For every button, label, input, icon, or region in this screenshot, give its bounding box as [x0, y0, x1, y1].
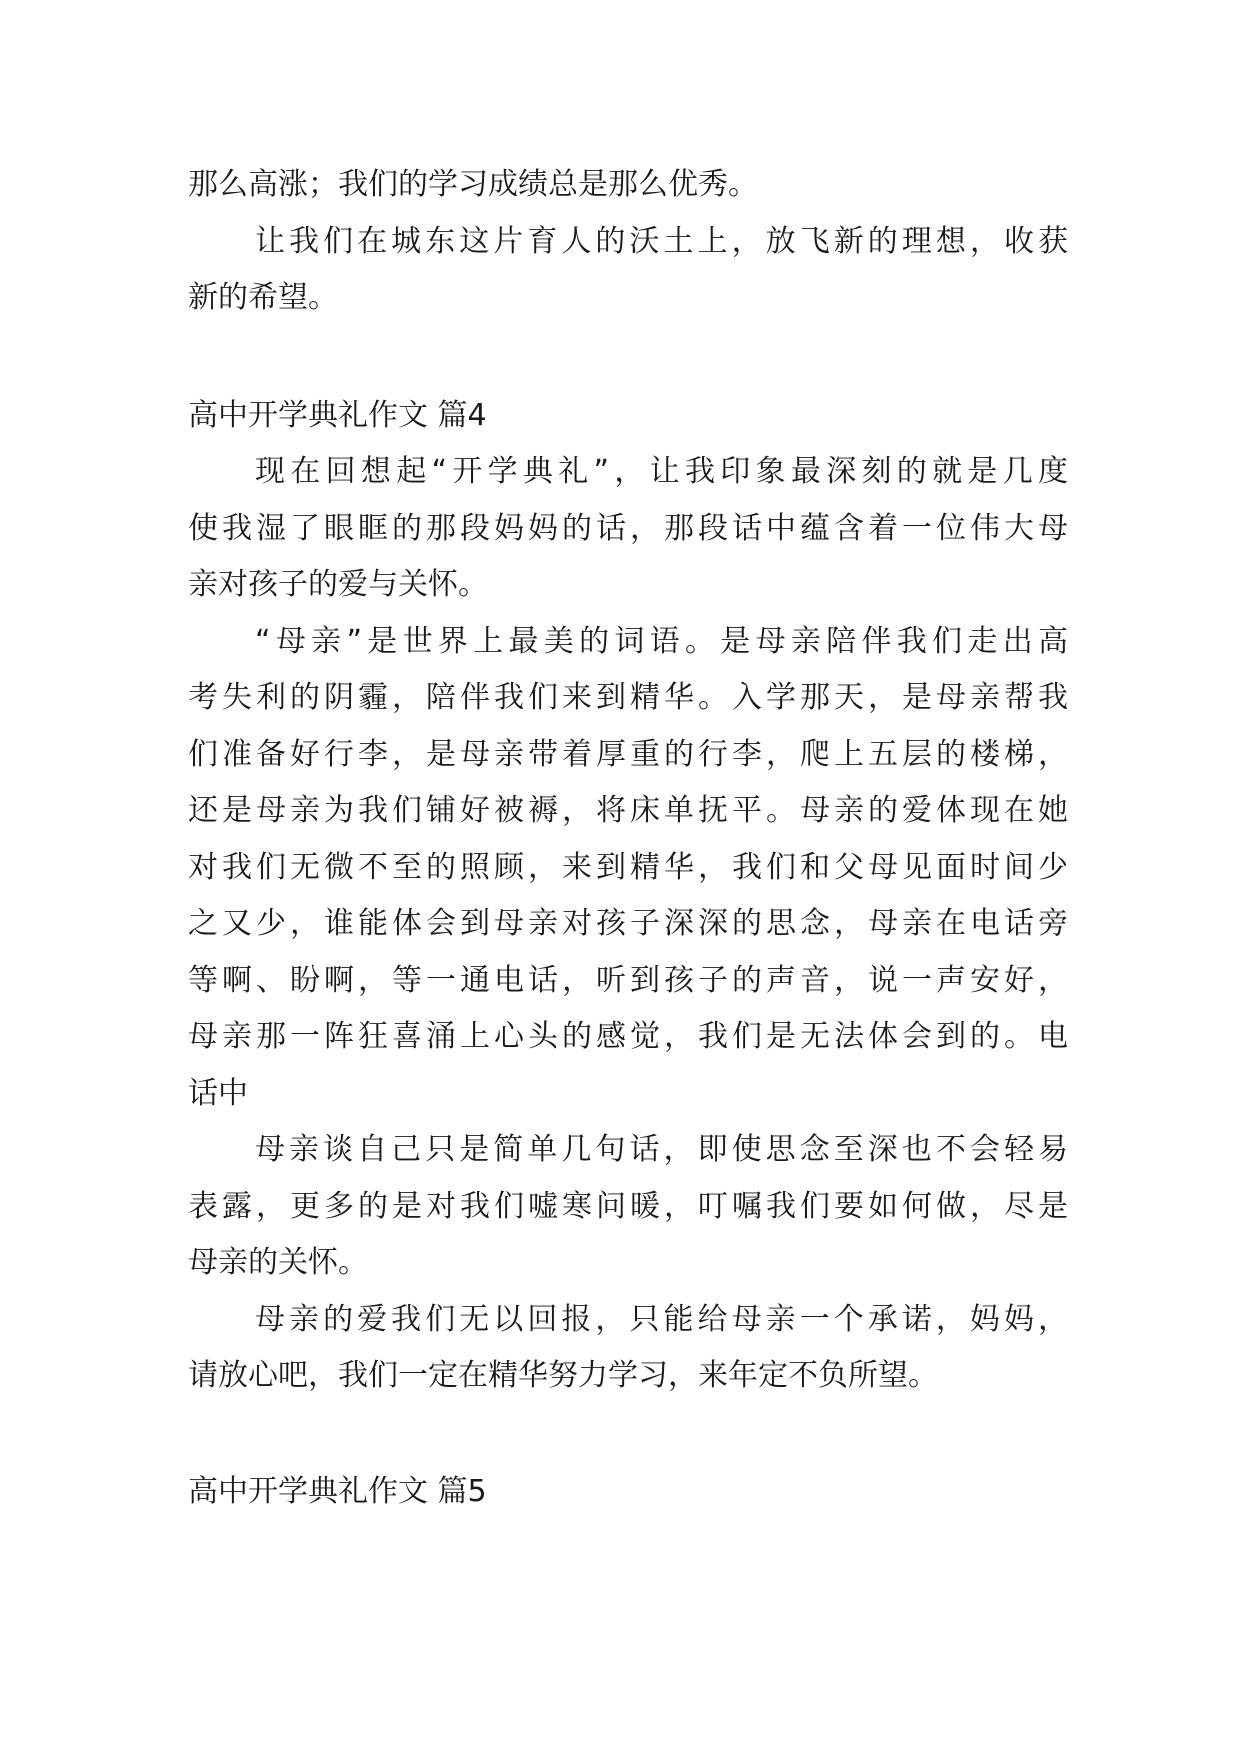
paragraph-line: 母亲的关怀。: [188, 1245, 368, 1280]
paragraph-line: “母亲”是世界上最美的词语。是母亲陪伴我们走出高: [255, 624, 1068, 659]
paragraph-line: 表露，更多的是对我们嘘寒问暖，叮嘱我们要如何做，尽是: [188, 1189, 1068, 1224]
paragraph-line: 之又少，谁能体会到母亲对孩子深深的思念，母亲在电话旁: [188, 906, 1068, 941]
paragraph-line: 请放心吧，我们一定在精华努力学习，来年定不负所望。: [188, 1358, 938, 1393]
paragraph-line: 等啊、盼啊，等一通电话，听到孩子的声音，说一声安好，: [188, 963, 1068, 998]
section-heading-4: 高中开学典礼作文 篇4: [188, 398, 487, 433]
paragraph-line: 亲对孩子的爱与关怀。: [188, 567, 488, 602]
paragraph-line: 母亲那一阵狂喜涌上心头的感觉，我们是无法体会到的。电: [188, 1019, 1068, 1054]
paragraph-line: 话中: [188, 1076, 248, 1111]
paragraph-line: 现在回想起“开学典礼”，让我印象最深刻的就是几度: [255, 454, 1068, 489]
paragraph-line: 们准备好行李，是母亲带着厚重的行李，爬上五层的楼梯，: [188, 737, 1068, 772]
paragraph-line: 还是母亲为我们铺好被褥，将床单抚平。母亲的爱体现在她: [188, 793, 1068, 828]
paragraph-line: 对我们无微不至的照顾，来到精华，我们和父母见面时间少: [188, 850, 1068, 885]
paragraph-line: 那么高涨；我们的学习成绩总是那么优秀。: [188, 167, 758, 202]
paragraph-line: 新的希望。: [188, 280, 338, 315]
section-heading-5: 高中开学典礼作文 篇5: [188, 1474, 487, 1509]
paragraph-line: 让我们在城东这片育人的沃土上，放飞新的理想，收获: [255, 224, 1068, 259]
paragraph-line: 母亲谈自己只是简单几句话，即使思念至深也不会轻易: [255, 1132, 1068, 1167]
paragraph-line: 使我湿了眼眶的那段妈妈的话，那段话中蕴含着一位伟大母: [188, 511, 1068, 546]
paragraph-line: 母亲的爱我们无以回报，只能给母亲一个承诺，妈妈，: [255, 1302, 1068, 1337]
paragraph-line: 考失利的阴霾，陪伴我们来到精华。入学那天，是母亲帮我: [188, 680, 1068, 715]
